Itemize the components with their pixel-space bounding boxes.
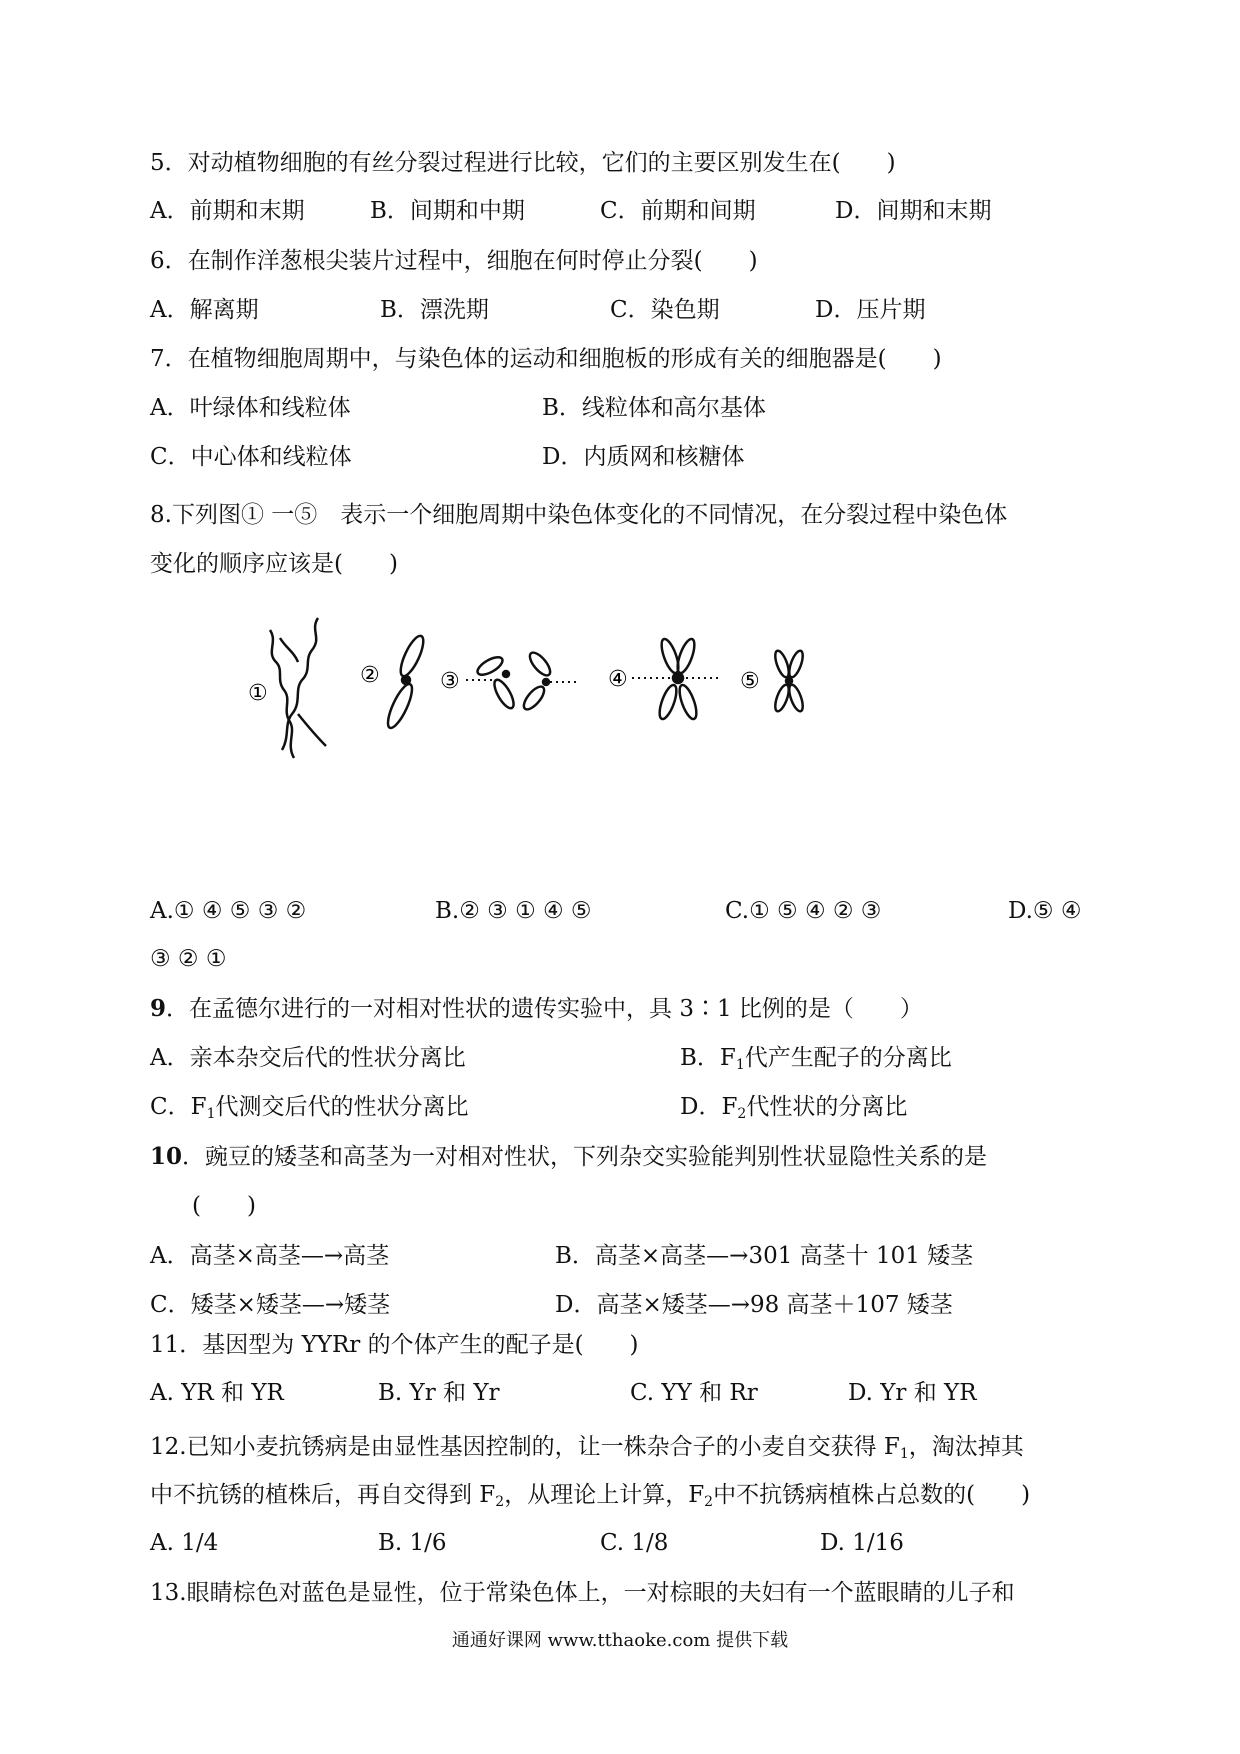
q12-option-d: D. 1/16: [820, 1530, 904, 1556]
chromosome-5: [773, 649, 806, 713]
q10-option-c: C．矮茎×矮茎—→矮茎: [150, 1292, 391, 1318]
chromosome-figure: [240, 610, 880, 770]
q9-option-b-sub: 1: [735, 1057, 745, 1073]
q12-l2-sub2: 2: [704, 1494, 714, 1510]
q8-stem-line1: 8.下列图① 一⑤ 表示一个细胞周期中染色体变化的不同情况，在分裂过程中染色体: [150, 502, 1008, 528]
q9-option-b: [680, 1043, 952, 1080]
q12-stem-line1: [150, 1432, 1024, 1469]
q9-number: 9: [150, 995, 167, 1022]
q8-option-b: B.② ③ ① ④ ⑤: [435, 898, 592, 924]
figure-label-1: ①: [248, 681, 268, 706]
q7-option-b: B．线粒体和高尔基体: [542, 395, 766, 421]
figure-label-4: ④: [608, 667, 628, 692]
q12-l1-pre: 12.已知小麦抗锈病是由显性基因控制的，让一株杂合子的小麦自交获得 F: [150, 1434, 900, 1460]
q10-stem: [150, 1142, 987, 1172]
q9-stem: [150, 994, 923, 1024]
q9-option-d: [680, 1092, 907, 1129]
q11-stem: 11．基因型为 YYRr 的个体产生的配子是( ): [150, 1332, 639, 1358]
q7-option-d: D．内质网和核糖体: [542, 444, 745, 470]
q12-l2-sub1: 2: [495, 1494, 505, 1510]
q9-option-d-post: 代性状的分离比: [746, 1094, 908, 1120]
q12-l2-mid: ，从理论上计算，F: [504, 1482, 705, 1508]
chromosome-2: [384, 633, 428, 731]
q6-option-b: B．漂洗期: [380, 297, 489, 323]
q9-option-a: A．亲本杂交后代的性状分离比: [150, 1045, 466, 1071]
q8-option-a: A.① ④ ⑤ ③ ②: [150, 898, 307, 924]
q12-l1-sub: 1: [899, 1446, 909, 1462]
q9-option-c: [150, 1092, 468, 1129]
q9-option-c-post: 代测交后代的性状分离比: [215, 1094, 469, 1120]
q10-option-b: B．高茎×高茎—→301 高茎十 101 矮茎: [555, 1243, 974, 1269]
q11-option-a: A. YR 和 YR: [150, 1380, 284, 1406]
q7-stem: 7．在植物细胞周期中，与染色体的运动和细胞板的形成有关的细胞器是( ): [150, 346, 942, 372]
q9-stem-text: ．在孟德尔进行的一对相对性状的遗传实验中，具 3∶1 比例的是（ ）: [166, 996, 923, 1022]
q9-option-b-post: 代产生配子的分离比: [744, 1045, 952, 1071]
q8-option-d: D.⑤ ④: [1008, 898, 1082, 924]
q10-number: 10: [150, 1143, 183, 1170]
q9-option-c-pre: C．F: [150, 1094, 207, 1120]
q12-l2-pre: 中不抗锈的植株后，再自交得到 F: [150, 1482, 496, 1508]
q8-stem-line2: 变化的顺序应该是( ): [150, 551, 398, 577]
q12-option-c: C. 1/8: [600, 1530, 669, 1556]
chromatin-threads: [270, 618, 326, 758]
q5-option-c: C．前期和间期: [600, 198, 756, 224]
q10-option-d: D．高茎×矮茎—→98 高茎＋107 矮茎: [555, 1292, 953, 1318]
q9-option-c-sub: 1: [206, 1106, 216, 1122]
q12-stem-line2: [150, 1480, 1030, 1517]
q11-option-b: B. Yr 和 Yr: [378, 1380, 500, 1406]
q12-option-a: A. 1/4: [150, 1530, 219, 1556]
q5-option-b: B．间期和中期: [370, 198, 525, 224]
q12-l1-post: ，淘汰掉其: [908, 1434, 1024, 1460]
figure-label-5: ⑤: [740, 669, 760, 694]
q12-option-b: B. 1/6: [378, 1530, 447, 1556]
q6-option-c: C．染色期: [610, 297, 720, 323]
figure-label-3: ③: [440, 669, 460, 694]
q5-option-a: A．前期和末期: [150, 198, 305, 224]
q5-option-d: D．间期和末期: [835, 198, 992, 224]
q10-option-a: A．高茎×高茎—→高茎: [150, 1243, 390, 1269]
figure-label-2: ②: [360, 663, 380, 688]
q7-option-c: C．中心体和线粒体: [150, 444, 352, 470]
q6-option-a: A．解离期: [150, 297, 259, 323]
q6-option-d: D．压片期: [815, 297, 926, 323]
q8-option-c: C.① ⑤ ④ ② ③: [725, 898, 882, 924]
q11-option-d: D. Yr 和 YR: [848, 1380, 977, 1406]
q11-option-c: C. YY 和 Rr: [630, 1380, 758, 1406]
q9-option-d-sub: 2: [737, 1106, 747, 1122]
q10-paren: ( ): [192, 1193, 256, 1219]
q6-stem: 6．在制作洋葱根尖装片过程中，细胞在何时停止分裂( ): [150, 248, 758, 274]
q8-option-d-continued: ③ ② ①: [150, 946, 227, 972]
q7-option-a: A．叶绿体和线粒体: [150, 395, 351, 421]
q5-stem: 5．对动植物细胞的有丝分裂过程进行比较，它们的主要区别发生在( ): [150, 150, 896, 176]
q12-l2-post: 中不抗锈病植株占总数的( ): [713, 1482, 1031, 1508]
chromosome-4: [632, 637, 720, 721]
q13-stem: 13.眼睛棕色对蓝色是显性，位于常染色体上，一对棕眼的夫妇有一个蓝眼睛的儿子和: [150, 1580, 1015, 1606]
q9-option-b-pre: B．F: [680, 1045, 736, 1071]
chromosome-3: [466, 649, 580, 712]
q9-option-d-pre: D．F: [680, 1094, 738, 1120]
q10-stem-text: ．豌豆的矮茎和高茎为一对相对性状，下列杂交实验能判别性状显隐性关系的是: [182, 1144, 988, 1170]
page-footer: 通通好课网 www.tthaoke.com 提供下载: [451, 1630, 789, 1651]
